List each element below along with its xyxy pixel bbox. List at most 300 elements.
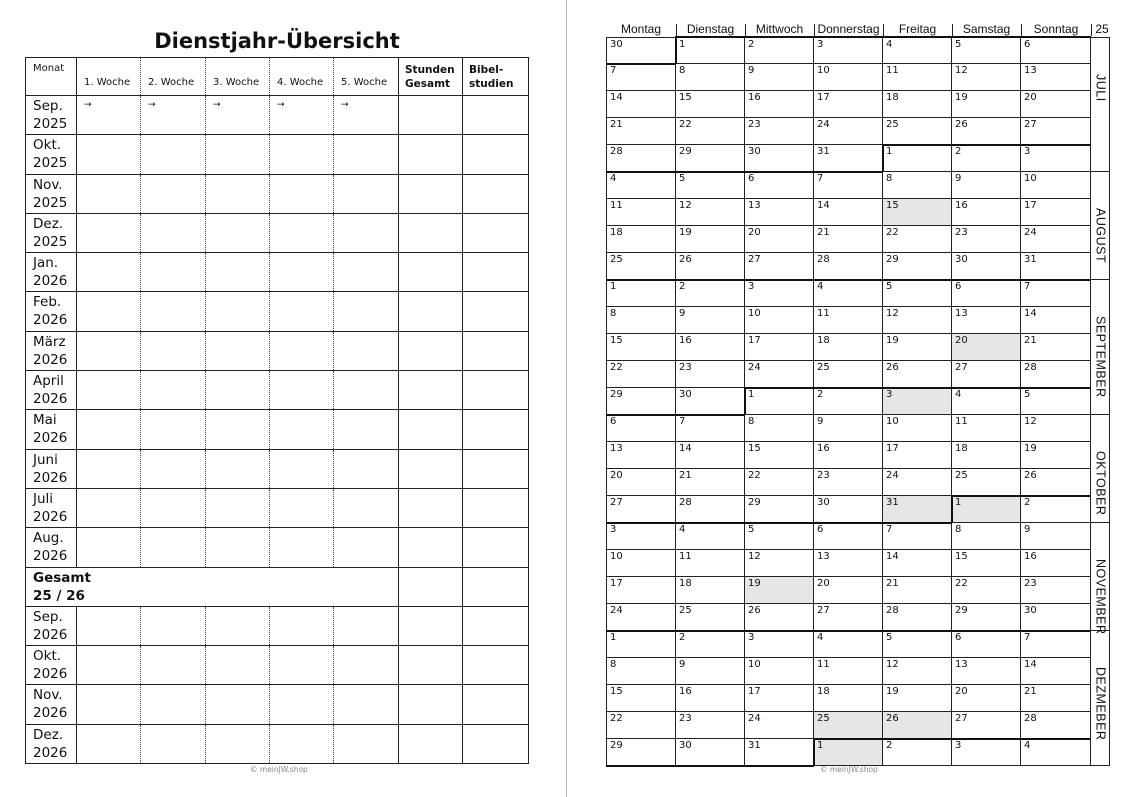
- week-2-cell[interactable]: [141, 213, 206, 252]
- day-cell[interactable]: 17: [1021, 199, 1091, 226]
- week-3-cell[interactable]: [206, 292, 270, 331]
- day-cell[interactable]: 30: [814, 496, 883, 523]
- day-cell[interactable]: 21: [883, 577, 952, 604]
- day-cell[interactable]: 20: [952, 334, 1021, 361]
- day-cell[interactable]: 24: [745, 712, 814, 739]
- day-cell[interactable]: 2: [676, 631, 745, 658]
- day-cell[interactable]: 25: [814, 712, 883, 739]
- day-cell[interactable]: 13: [745, 199, 814, 226]
- week-5-cell[interactable]: [334, 449, 399, 488]
- week-2-cell[interactable]: [141, 646, 206, 685]
- day-cell[interactable]: 15: [606, 685, 676, 712]
- day-cell[interactable]: 9: [745, 64, 814, 91]
- day-cell[interactable]: 22: [883, 226, 952, 253]
- week-2-cell[interactable]: →: [141, 96, 206, 135]
- day-cell[interactable]: 19: [1021, 442, 1091, 469]
- studies-cell[interactable]: [463, 253, 529, 292]
- day-cell[interactable]: 25: [814, 361, 883, 388]
- day-cell[interactable]: 23: [676, 361, 745, 388]
- day-cell[interactable]: 14: [676, 442, 745, 469]
- hours-cell[interactable]: [399, 331, 463, 370]
- day-cell[interactable]: 31: [745, 739, 814, 766]
- studies-cell[interactable]: [463, 685, 529, 724]
- day-cell[interactable]: 5: [745, 523, 814, 550]
- week-1-cell[interactable]: [77, 449, 141, 488]
- day-cell[interactable]: 29: [606, 388, 676, 415]
- day-cell[interactable]: 1: [606, 280, 676, 307]
- week-2-cell[interactable]: [141, 174, 206, 213]
- week-3-cell[interactable]: [206, 488, 270, 527]
- week-3-cell[interactable]: [206, 685, 270, 724]
- day-cell[interactable]: 7: [814, 172, 883, 199]
- day-cell[interactable]: 7: [676, 415, 745, 442]
- day-cell[interactable]: 11: [883, 64, 952, 91]
- day-cell[interactable]: 20: [745, 226, 814, 253]
- week-5-cell[interactable]: [334, 685, 399, 724]
- day-cell[interactable]: 6: [952, 280, 1021, 307]
- day-cell[interactable]: 3: [1021, 145, 1091, 172]
- week-1-cell[interactable]: [77, 174, 141, 213]
- day-cell[interactable]: 22: [952, 577, 1021, 604]
- week-5-cell[interactable]: [334, 331, 399, 370]
- day-cell[interactable]: 29: [606, 739, 676, 766]
- day-cell[interactable]: 22: [606, 361, 676, 388]
- hours-cell[interactable]: [399, 606, 463, 645]
- studies-cell[interactable]: [463, 213, 529, 252]
- day-cell[interactable]: 13: [814, 550, 883, 577]
- day-cell[interactable]: 10: [1021, 172, 1091, 199]
- day-cell[interactable]: 18: [883, 91, 952, 118]
- week-4-cell[interactable]: [270, 135, 334, 174]
- day-cell[interactable]: 29: [676, 145, 745, 172]
- hours-cell[interactable]: [399, 253, 463, 292]
- week-4-cell[interactable]: [270, 331, 334, 370]
- day-cell[interactable]: 23: [745, 118, 814, 145]
- week-4-cell[interactable]: [270, 449, 334, 488]
- week-5-cell[interactable]: [334, 213, 399, 252]
- day-cell[interactable]: 13: [952, 307, 1021, 334]
- day-cell[interactable]: 25: [952, 469, 1021, 496]
- week-2-cell[interactable]: [141, 449, 206, 488]
- day-cell[interactable]: 13: [952, 658, 1021, 685]
- week-3-cell[interactable]: [206, 213, 270, 252]
- day-cell[interactable]: 21: [814, 226, 883, 253]
- studies-cell[interactable]: [463, 292, 529, 331]
- day-cell[interactable]: 3: [883, 388, 952, 415]
- day-cell[interactable]: 20: [606, 469, 676, 496]
- day-cell[interactable]: 5: [1021, 388, 1091, 415]
- day-cell[interactable]: 11: [814, 307, 883, 334]
- day-cell[interactable]: 29: [883, 253, 952, 280]
- day-cell[interactable]: 4: [814, 280, 883, 307]
- week-2-cell[interactable]: [141, 685, 206, 724]
- week-1-cell[interactable]: [77, 724, 141, 763]
- day-cell[interactable]: 16: [676, 334, 745, 361]
- week-2-cell[interactable]: [141, 410, 206, 449]
- hours-cell[interactable]: [399, 685, 463, 724]
- day-cell[interactable]: 16: [952, 199, 1021, 226]
- week-1-cell[interactable]: [77, 488, 141, 527]
- hours-cell[interactable]: [399, 528, 463, 567]
- day-cell[interactable]: 19: [952, 91, 1021, 118]
- week-5-cell[interactable]: [334, 646, 399, 685]
- day-cell[interactable]: 9: [814, 415, 883, 442]
- day-cell[interactable]: 5: [676, 172, 745, 199]
- day-cell[interactable]: 17: [745, 334, 814, 361]
- hours-cell[interactable]: [399, 213, 463, 252]
- day-cell[interactable]: 21: [676, 469, 745, 496]
- day-cell[interactable]: 1: [606, 631, 676, 658]
- week-1-cell[interactable]: [77, 606, 141, 645]
- day-cell[interactable]: 6: [1021, 37, 1091, 64]
- day-cell[interactable]: 16: [745, 91, 814, 118]
- day-cell[interactable]: 30: [606, 37, 676, 64]
- week-2-cell[interactable]: [141, 528, 206, 567]
- hours-cell[interactable]: [399, 567, 463, 606]
- week-3-cell[interactable]: [206, 253, 270, 292]
- day-cell[interactable]: 18: [814, 685, 883, 712]
- day-cell[interactable]: 3: [745, 631, 814, 658]
- day-cell[interactable]: 15: [883, 199, 952, 226]
- week-5-cell[interactable]: [334, 371, 399, 410]
- week-2-cell[interactable]: [141, 606, 206, 645]
- week-5-cell[interactable]: [334, 292, 399, 331]
- week-5-cell[interactable]: [334, 174, 399, 213]
- day-cell[interactable]: 20: [952, 685, 1021, 712]
- week-1-cell[interactable]: [77, 410, 141, 449]
- day-cell[interactable]: 14: [1021, 658, 1091, 685]
- week-1-cell[interactable]: [77, 292, 141, 331]
- day-cell[interactable]: 5: [952, 37, 1021, 64]
- day-cell[interactable]: 10: [745, 658, 814, 685]
- day-cell[interactable]: 15: [676, 91, 745, 118]
- day-cell[interactable]: 5: [883, 280, 952, 307]
- day-cell[interactable]: 9: [676, 658, 745, 685]
- week-5-cell[interactable]: [334, 488, 399, 527]
- day-cell[interactable]: 4: [606, 172, 676, 199]
- day-cell[interactable]: 25: [606, 253, 676, 280]
- week-1-cell[interactable]: [77, 371, 141, 410]
- day-cell[interactable]: 23: [952, 226, 1021, 253]
- week-4-cell[interactable]: [270, 410, 334, 449]
- day-cell[interactable]: 8: [676, 64, 745, 91]
- day-cell[interactable]: 31: [814, 145, 883, 172]
- day-cell[interactable]: 10: [814, 64, 883, 91]
- week-3-cell[interactable]: →: [206, 96, 270, 135]
- hours-cell[interactable]: [399, 724, 463, 763]
- day-cell[interactable]: 15: [952, 550, 1021, 577]
- day-cell[interactable]: 16: [814, 442, 883, 469]
- day-cell[interactable]: 4: [952, 388, 1021, 415]
- day-cell[interactable]: 11: [606, 199, 676, 226]
- day-cell[interactable]: 28: [676, 496, 745, 523]
- day-cell[interactable]: 8: [952, 523, 1021, 550]
- week-5-cell[interactable]: [334, 528, 399, 567]
- week-3-cell[interactable]: [206, 606, 270, 645]
- day-cell[interactable]: 4: [1021, 739, 1091, 766]
- day-cell[interactable]: 20: [1021, 91, 1091, 118]
- week-2-cell[interactable]: [141, 331, 206, 370]
- week-4-cell[interactable]: [270, 292, 334, 331]
- day-cell[interactable]: 27: [1021, 118, 1091, 145]
- day-cell[interactable]: 28: [606, 145, 676, 172]
- week-3-cell[interactable]: [206, 410, 270, 449]
- week-4-cell[interactable]: [270, 371, 334, 410]
- day-cell[interactable]: 4: [814, 631, 883, 658]
- day-cell[interactable]: 28: [814, 253, 883, 280]
- day-cell[interactable]: 18: [676, 577, 745, 604]
- day-cell[interactable]: 8: [883, 172, 952, 199]
- day-cell[interactable]: 19: [883, 685, 952, 712]
- day-cell[interactable]: 3: [814, 37, 883, 64]
- day-cell[interactable]: 25: [883, 118, 952, 145]
- day-cell[interactable]: 17: [745, 685, 814, 712]
- day-cell[interactable]: 1: [952, 496, 1021, 523]
- day-cell[interactable]: 7: [1021, 631, 1091, 658]
- day-cell[interactable]: 6: [952, 631, 1021, 658]
- day-cell[interactable]: 8: [745, 415, 814, 442]
- hours-cell[interactable]: [399, 449, 463, 488]
- studies-cell[interactable]: [463, 567, 529, 606]
- week-3-cell[interactable]: [206, 174, 270, 213]
- day-cell[interactable]: 27: [745, 253, 814, 280]
- day-cell[interactable]: 14: [814, 199, 883, 226]
- day-cell[interactable]: 27: [952, 712, 1021, 739]
- day-cell[interactable]: 10: [745, 307, 814, 334]
- day-cell[interactable]: 1: [676, 37, 745, 64]
- day-cell[interactable]: 1: [745, 388, 814, 415]
- day-cell[interactable]: 1: [814, 739, 883, 766]
- week-3-cell[interactable]: [206, 135, 270, 174]
- day-cell[interactable]: 9: [1021, 523, 1091, 550]
- week-2-cell[interactable]: [141, 292, 206, 331]
- day-cell[interactable]: 4: [676, 523, 745, 550]
- day-cell[interactable]: 16: [676, 685, 745, 712]
- day-cell[interactable]: 26: [952, 118, 1021, 145]
- day-cell[interactable]: 30: [1021, 604, 1091, 631]
- day-cell[interactable]: 29: [745, 496, 814, 523]
- week-1-cell[interactable]: [77, 331, 141, 370]
- day-cell[interactable]: 14: [883, 550, 952, 577]
- day-cell[interactable]: 28: [1021, 712, 1091, 739]
- day-cell[interactable]: 12: [952, 64, 1021, 91]
- studies-cell[interactable]: [463, 331, 529, 370]
- day-cell[interactable]: 6: [814, 523, 883, 550]
- hours-cell[interactable]: [399, 174, 463, 213]
- week-5-cell[interactable]: [334, 606, 399, 645]
- week-2-cell[interactable]: [141, 253, 206, 292]
- studies-cell[interactable]: [463, 724, 529, 763]
- day-cell[interactable]: 27: [952, 361, 1021, 388]
- day-cell[interactable]: 18: [606, 226, 676, 253]
- studies-cell[interactable]: [463, 96, 529, 135]
- day-cell[interactable]: 23: [676, 712, 745, 739]
- week-4-cell[interactable]: [270, 606, 334, 645]
- day-cell[interactable]: 16: [1021, 550, 1091, 577]
- day-cell[interactable]: 2: [1021, 496, 1091, 523]
- day-cell[interactable]: 3: [745, 280, 814, 307]
- week-2-cell[interactable]: [141, 135, 206, 174]
- day-cell[interactable]: 6: [606, 415, 676, 442]
- day-cell[interactable]: 15: [606, 334, 676, 361]
- week-1-cell[interactable]: [77, 213, 141, 252]
- week-5-cell[interactable]: →: [334, 96, 399, 135]
- week-1-cell[interactable]: [77, 135, 141, 174]
- day-cell[interactable]: 8: [606, 658, 676, 685]
- week-3-cell[interactable]: [206, 528, 270, 567]
- day-cell[interactable]: 3: [952, 739, 1021, 766]
- day-cell[interactable]: 31: [883, 496, 952, 523]
- day-cell[interactable]: 11: [676, 550, 745, 577]
- week-5-cell[interactable]: [334, 410, 399, 449]
- day-cell[interactable]: 2: [814, 388, 883, 415]
- day-cell[interactable]: 28: [883, 604, 952, 631]
- week-4-cell[interactable]: [270, 646, 334, 685]
- studies-cell[interactable]: [463, 528, 529, 567]
- week-1-cell[interactable]: [77, 528, 141, 567]
- day-cell[interactable]: 24: [745, 361, 814, 388]
- studies-cell[interactable]: [463, 488, 529, 527]
- day-cell[interactable]: 22: [676, 118, 745, 145]
- day-cell[interactable]: 7: [883, 523, 952, 550]
- day-cell[interactable]: 27: [814, 604, 883, 631]
- day-cell[interactable]: 19: [676, 226, 745, 253]
- day-cell[interactable]: 12: [1021, 415, 1091, 442]
- hours-cell[interactable]: [399, 410, 463, 449]
- day-cell[interactable]: 7: [606, 64, 676, 91]
- week-3-cell[interactable]: [206, 371, 270, 410]
- week-4-cell[interactable]: [270, 528, 334, 567]
- week-1-cell[interactable]: [77, 253, 141, 292]
- week-3-cell[interactable]: [206, 646, 270, 685]
- week-1-cell[interactable]: [77, 685, 141, 724]
- day-cell[interactable]: 21: [606, 118, 676, 145]
- week-4-cell[interactable]: [270, 253, 334, 292]
- day-cell[interactable]: 11: [814, 658, 883, 685]
- week-4-cell[interactable]: →: [270, 96, 334, 135]
- week-1-cell[interactable]: →: [77, 96, 141, 135]
- day-cell[interactable]: 22: [745, 469, 814, 496]
- day-cell[interactable]: 4: [883, 37, 952, 64]
- studies-cell[interactable]: [463, 606, 529, 645]
- week-2-cell[interactable]: [141, 724, 206, 763]
- day-cell[interactable]: 26: [676, 253, 745, 280]
- day-cell[interactable]: 24: [1021, 226, 1091, 253]
- week-4-cell[interactable]: [270, 724, 334, 763]
- hours-cell[interactable]: [399, 96, 463, 135]
- studies-cell[interactable]: [463, 135, 529, 174]
- day-cell[interactable]: 30: [676, 739, 745, 766]
- studies-cell[interactable]: [463, 371, 529, 410]
- studies-cell[interactable]: [463, 410, 529, 449]
- day-cell[interactable]: 20: [814, 577, 883, 604]
- day-cell[interactable]: 27: [606, 496, 676, 523]
- studies-cell[interactable]: [463, 174, 529, 213]
- day-cell[interactable]: 18: [814, 334, 883, 361]
- day-cell[interactable]: 19: [883, 334, 952, 361]
- day-cell[interactable]: 21: [1021, 334, 1091, 361]
- week-5-cell[interactable]: [334, 253, 399, 292]
- day-cell[interactable]: 26: [745, 604, 814, 631]
- day-cell[interactable]: 29: [952, 604, 1021, 631]
- day-cell[interactable]: 18: [952, 442, 1021, 469]
- day-cell[interactable]: 31: [1021, 253, 1091, 280]
- day-cell[interactable]: 14: [1021, 307, 1091, 334]
- hours-cell[interactable]: [399, 488, 463, 527]
- day-cell[interactable]: 7: [1021, 280, 1091, 307]
- week-2-cell[interactable]: [141, 488, 206, 527]
- hours-cell[interactable]: [399, 292, 463, 331]
- hours-cell[interactable]: [399, 646, 463, 685]
- week-4-cell[interactable]: [270, 488, 334, 527]
- day-cell[interactable]: 9: [952, 172, 1021, 199]
- studies-cell[interactable]: [463, 646, 529, 685]
- day-cell[interactable]: 2: [952, 145, 1021, 172]
- day-cell[interactable]: 10: [606, 550, 676, 577]
- day-cell[interactable]: 3: [606, 523, 676, 550]
- day-cell[interactable]: 17: [814, 91, 883, 118]
- week-5-cell[interactable]: [334, 135, 399, 174]
- week-3-cell[interactable]: [206, 724, 270, 763]
- day-cell[interactable]: 2: [883, 739, 952, 766]
- hours-cell[interactable]: [399, 371, 463, 410]
- day-cell[interactable]: 12: [883, 307, 952, 334]
- day-cell[interactable]: 12: [883, 658, 952, 685]
- day-cell[interactable]: 6: [745, 172, 814, 199]
- day-cell[interactable]: 25: [676, 604, 745, 631]
- day-cell[interactable]: 13: [606, 442, 676, 469]
- day-cell[interactable]: 2: [676, 280, 745, 307]
- day-cell[interactable]: 17: [606, 577, 676, 604]
- hours-cell[interactable]: [399, 135, 463, 174]
- day-cell[interactable]: 24: [606, 604, 676, 631]
- day-cell[interactable]: 11: [952, 415, 1021, 442]
- week-4-cell[interactable]: [270, 174, 334, 213]
- day-cell[interactable]: 30: [745, 145, 814, 172]
- week-3-cell[interactable]: [206, 331, 270, 370]
- day-cell[interactable]: 24: [814, 118, 883, 145]
- day-cell[interactable]: 17: [883, 442, 952, 469]
- day-cell[interactable]: 19: [745, 577, 814, 604]
- studies-cell[interactable]: [463, 449, 529, 488]
- day-cell[interactable]: 2: [745, 37, 814, 64]
- day-cell[interactable]: 26: [1021, 469, 1091, 496]
- week-1-cell[interactable]: [77, 646, 141, 685]
- day-cell[interactable]: 28: [1021, 361, 1091, 388]
- day-cell[interactable]: 26: [883, 712, 952, 739]
- day-cell[interactable]: 23: [814, 469, 883, 496]
- day-cell[interactable]: 30: [952, 253, 1021, 280]
- day-cell[interactable]: 30: [676, 388, 745, 415]
- day-cell[interactable]: 9: [676, 307, 745, 334]
- day-cell[interactable]: 5: [883, 631, 952, 658]
- week-5-cell[interactable]: [334, 724, 399, 763]
- week-2-cell[interactable]: [141, 371, 206, 410]
- day-cell[interactable]: 12: [745, 550, 814, 577]
- day-cell[interactable]: 10: [883, 415, 952, 442]
- day-cell[interactable]: 26: [883, 361, 952, 388]
- day-cell[interactable]: 8: [606, 307, 676, 334]
- day-cell[interactable]: 14: [606, 91, 676, 118]
- day-cell[interactable]: 23: [1021, 577, 1091, 604]
- week-4-cell[interactable]: [270, 685, 334, 724]
- day-cell[interactable]: 21: [1021, 685, 1091, 712]
- week-3-cell[interactable]: [206, 449, 270, 488]
- day-cell[interactable]: 22: [606, 712, 676, 739]
- day-cell[interactable]: 15: [745, 442, 814, 469]
- day-cell[interactable]: 12: [676, 199, 745, 226]
- week-4-cell[interactable]: [270, 213, 334, 252]
